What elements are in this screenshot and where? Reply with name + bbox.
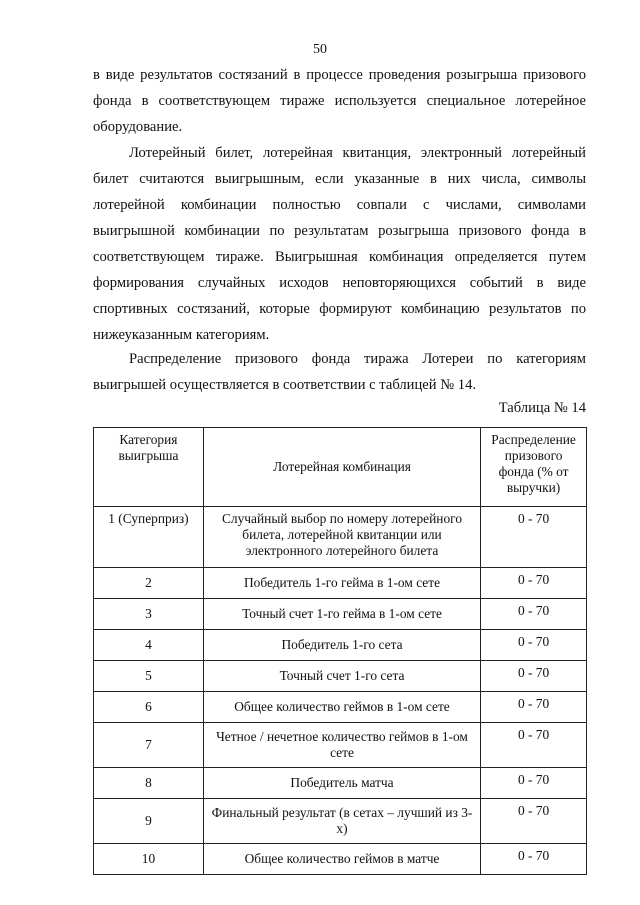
table-row — [94, 568, 587, 599]
cell-distribution: 0 - 70 — [481, 507, 587, 568]
cell-category: 3 — [94, 599, 204, 630]
cell-combination: Случайный выбор по номеру лотерейного билета, лотерейной квитанции или электронного лотерейного билета — [203, 507, 480, 568]
cell-combination: Четное / нечетное количество геймов в 1-ом сете — [203, 723, 480, 768]
cell-combination: Точный счет 1-го гейма в 1-ом сете — [203, 599, 480, 630]
paragraph-1: в виде результатов состязаний в процессе проведения розыгрыша призового фонда в соответствующем тираже используется специальное лотерейное оборудование. — [93, 67, 586, 135]
prize-distribution-table — [93, 427, 587, 875]
table-row — [94, 799, 587, 844]
cell-combination: Победитель 1-го гейма в 1-ом сете — [203, 568, 480, 599]
table-row — [94, 723, 587, 768]
cell-category: 2 — [94, 568, 204, 599]
cell-category: 9 — [94, 799, 204, 844]
table-caption: Таблица № 14 — [498, 400, 586, 416]
page-number: 50 — [313, 42, 327, 57]
table-row — [94, 661, 587, 692]
cell-distribution: 0 - 70 — [481, 844, 587, 875]
cell-distribution: 0 - 70 — [481, 661, 587, 692]
cell-distribution: 0 - 70 — [481, 723, 587, 768]
cell-category: 10 — [94, 844, 204, 875]
table-row — [94, 768, 587, 799]
cell-combination: Победитель 1-го сета — [203, 630, 480, 661]
table-row — [94, 630, 587, 661]
table-body — [94, 507, 587, 875]
cell-combination: Общее количество геймов в матче — [203, 844, 480, 875]
cell-combination: Точный счет 1-го сета — [203, 661, 480, 692]
cell-distribution: 0 - 70 — [481, 799, 587, 844]
table-header-row — [94, 428, 587, 507]
cell-category: 7 — [94, 723, 204, 768]
header-combination: Лотерейная комбинация — [203, 428, 480, 507]
header-distribution: Распределение призового фонда (% от выручки) — [481, 428, 587, 507]
table-row — [94, 692, 587, 723]
cell-category: 1 (Суперприз) — [94, 507, 204, 568]
cell-distribution: 0 - 70 — [481, 599, 587, 630]
cell-combination: Победитель матча — [203, 768, 480, 799]
cell-category: 5 — [94, 661, 204, 692]
cell-combination: Общее количество геймов в 1-ом сете — [203, 692, 480, 723]
cell-distribution: 0 - 70 — [481, 568, 587, 599]
header-category: Категория выигрыша — [94, 428, 204, 507]
cell-combination: Финальный результат (в сетах – лучший из 3-х) — [203, 799, 480, 844]
cell-category: 4 — [94, 630, 204, 661]
cell-distribution: 0 - 70 — [481, 692, 587, 723]
table-row — [94, 844, 587, 875]
table-row — [94, 507, 587, 568]
cell-distribution: 0 - 70 — [481, 768, 587, 799]
cell-distribution: 0 - 70 — [481, 630, 587, 661]
paragraph-2: Лотерейный билет, лотерейная квитанция, электронный лотерейный билет считаются выигрышным, если указанные в них числа, символы лотерейной комбинации полностью совпали с числами, символами выигрышной комбинации по результатам розыгрыша призового фонда в соответствующем тираже. Выигрышная комбинация определяется путем формирования случайных исходов неповторяющихся событий в виде спортивных состязаний, которые формируют комбинацию результатов по нижеуказанным категориям. — [93, 145, 586, 343]
cell-category: 8 — [94, 768, 204, 799]
table-row — [94, 599, 587, 630]
paragraph-3: Распределение призового фонда тиража Лотереи по категориям выигрышей осуществляется в соответствии с таблицей № 14. — [93, 351, 586, 393]
cell-category: 6 — [94, 692, 204, 723]
